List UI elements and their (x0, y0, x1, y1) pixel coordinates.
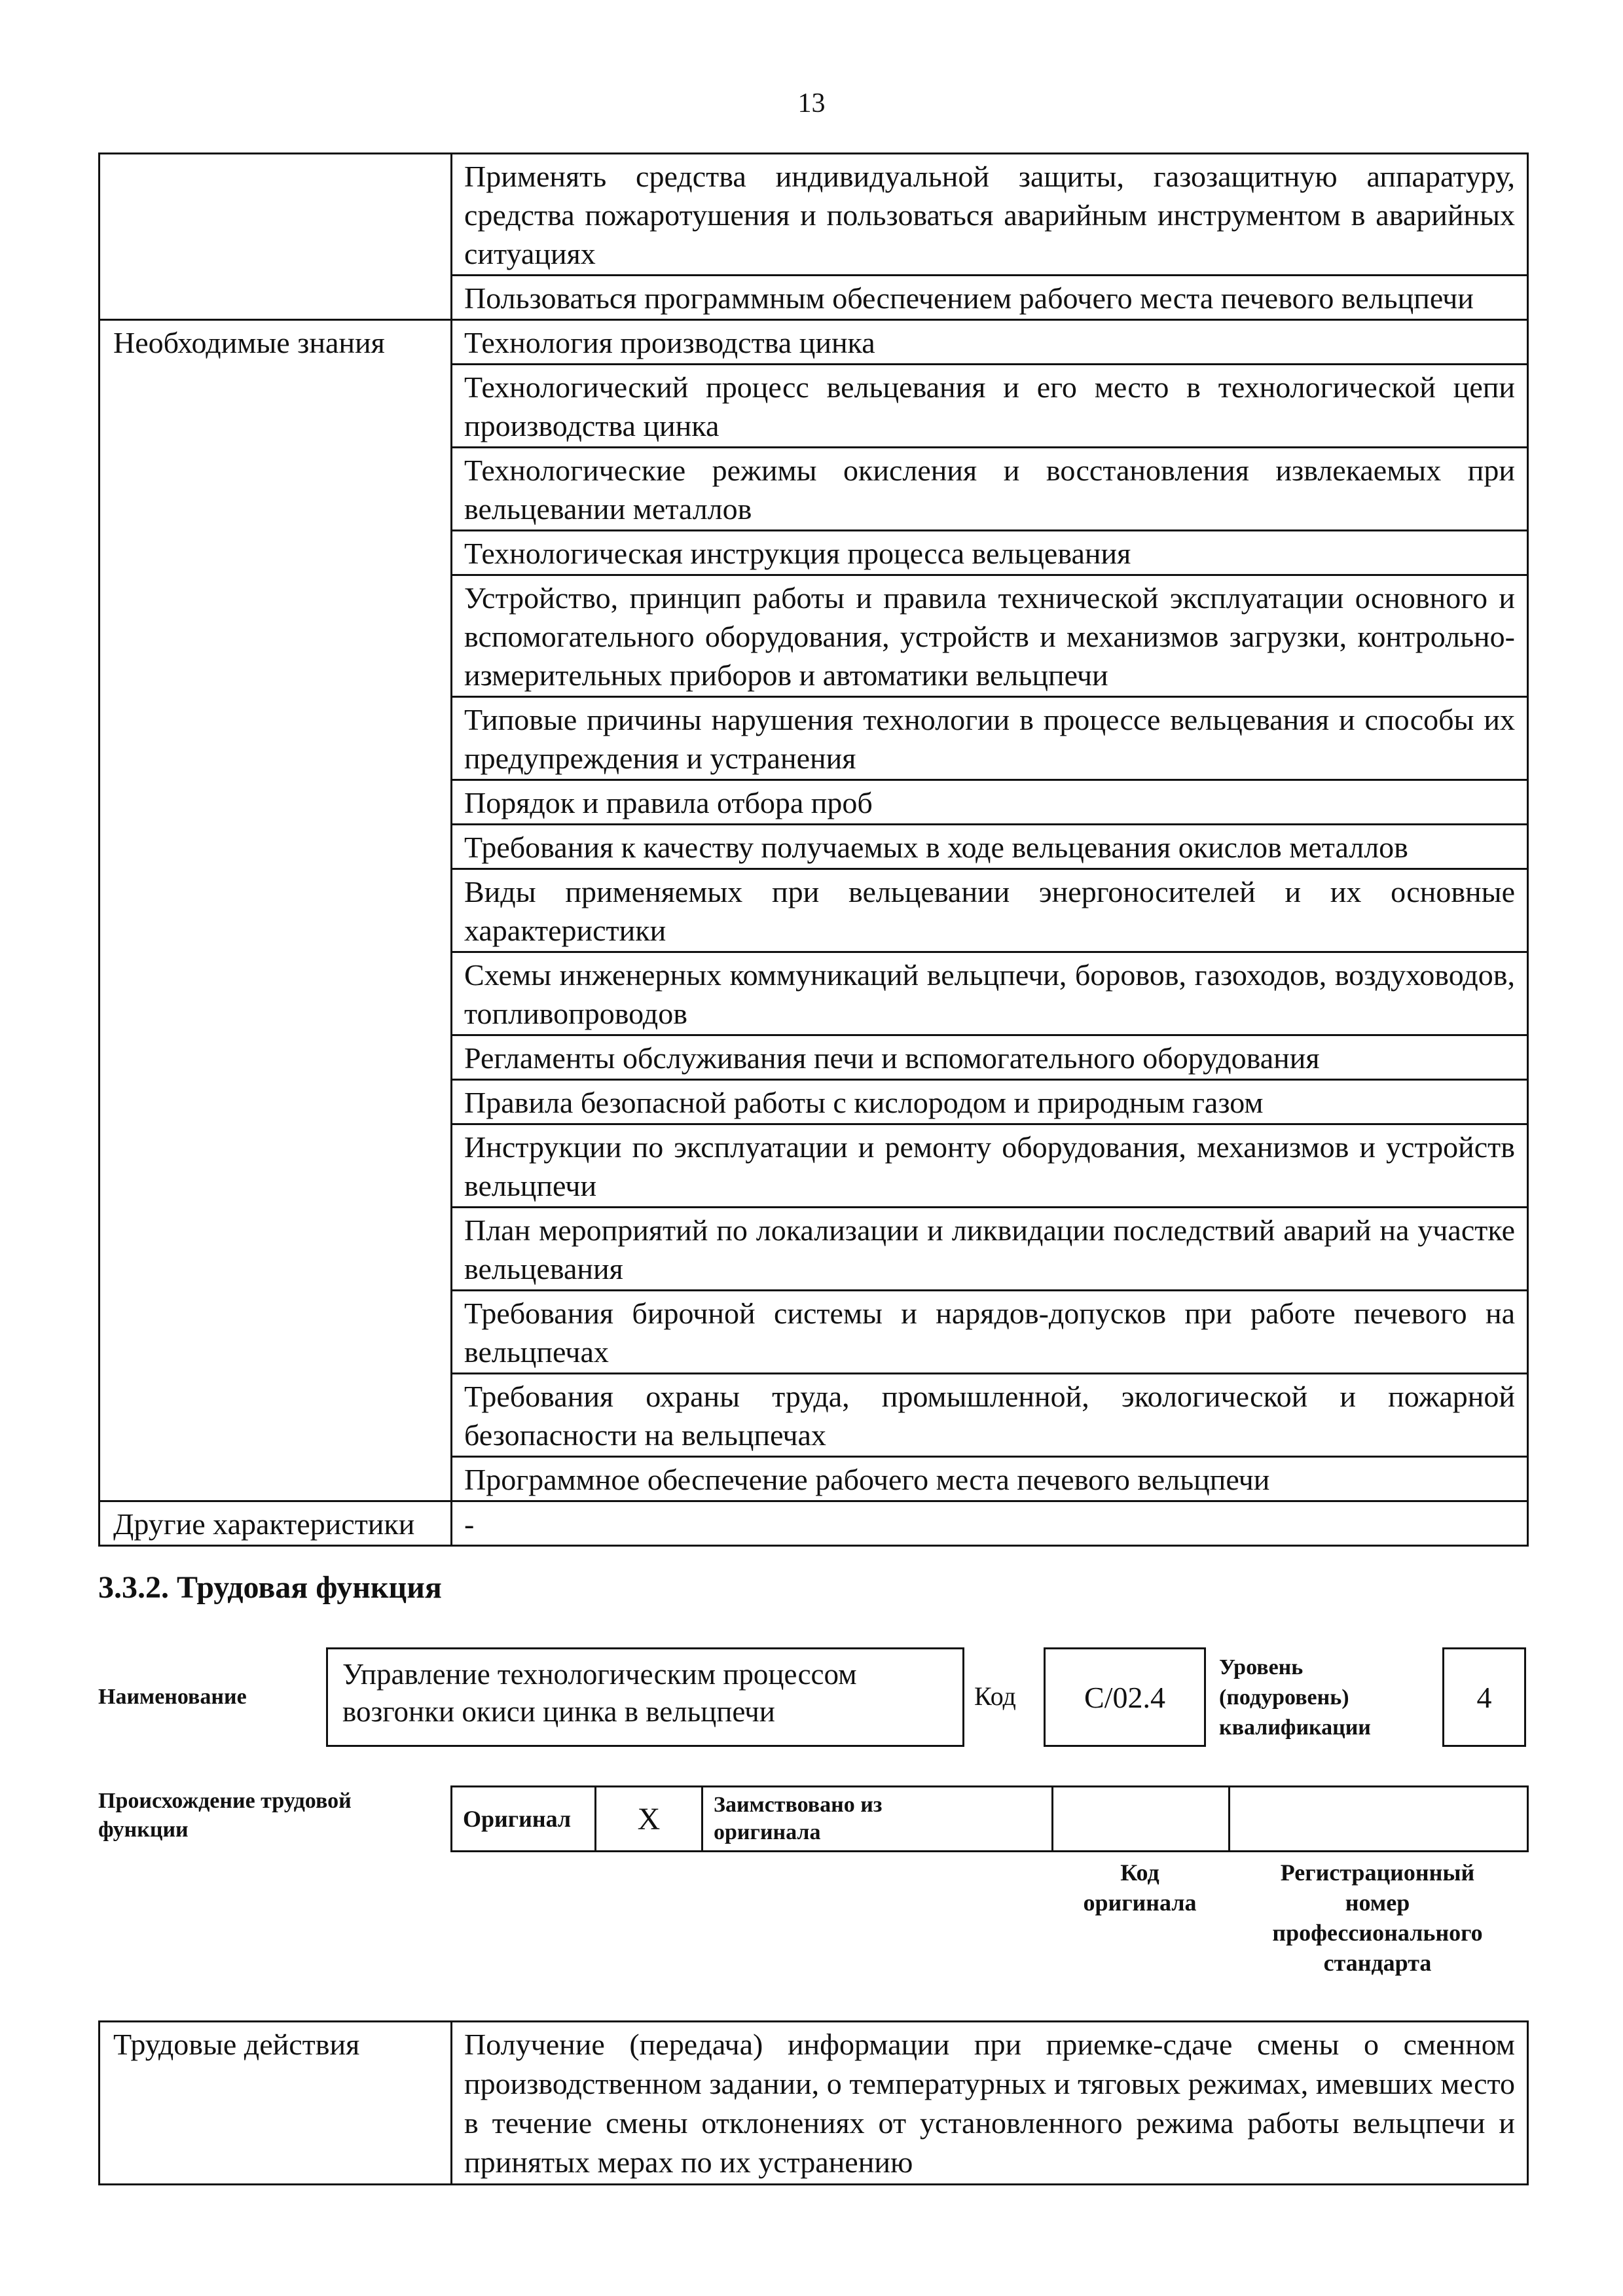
caption-line: номер (1345, 1890, 1410, 1916)
caption-line: оригинала (1083, 1890, 1197, 1916)
origin-table (450, 1785, 1529, 1852)
knowledge-item: Инструкции по эксплуатации и ремонту оборудования, механизмов и устройств вельцпечи (452, 1124, 1528, 1208)
labor-actions-table (98, 2020, 1529, 2185)
knowledge-item: Правила безопасной работы с кислородом и природным газом (452, 1080, 1528, 1124)
origin-label-line: функции (98, 1818, 189, 1842)
knowledge-item: Требования охраны труда, промышленной, экологической и пожарной безопасности на вельцпечах (452, 1374, 1528, 1457)
knowledge-item: Технологический процесс вельцевания и его место в технологической цепи производства цинка (452, 365, 1528, 448)
labor-actions-label: Трудовые действия (100, 2022, 452, 2185)
table-row (100, 2022, 1528, 2185)
origin-label-line: Происхождение трудовой (98, 1789, 352, 1813)
registration-number-cell (1230, 1787, 1528, 1852)
page-number: 13 (797, 88, 826, 118)
origin-borrowed-line: оригинала (714, 1820, 821, 1844)
section-heading: 3.3.2. Трудовая функция (98, 1570, 442, 1605)
level-label-line: квалификации (1219, 1715, 1371, 1740)
origin-borrowed-cell (702, 1787, 1053, 1852)
knowledge-item: Технологические режимы окисления и восстановления извлекаемых при вельцевании металлов (452, 448, 1528, 531)
origin-borrowed-line: Заимствовано из (714, 1793, 883, 1817)
code-box (1044, 1647, 1206, 1747)
table-row (100, 320, 1528, 365)
knowledge-item: Технологическая инструкция процесса вельцевания (452, 531, 1528, 575)
level-label-line: (подуровень) (1219, 1685, 1349, 1710)
knowledge-item: Требования бирочной системы и нарядов-допусков при работе печевого на вельцпечах (452, 1291, 1528, 1374)
skill-cell: Применять средства индивидуальной защиты, газозащитную аппаратуру, средства пожаротушения и пользоваться аварийным инструментом в аварийных ситуациях (452, 154, 1528, 276)
code-label: Код (974, 1681, 1016, 1711)
knowledge-item: Типовые причины нарушения технологии в процессе вельцевания и способы их предупреждения и устранения (452, 697, 1528, 780)
caption-line: Код (1120, 1859, 1159, 1886)
other-characteristics-value: - (452, 1501, 1528, 1546)
caption-line: стандарта (1323, 1950, 1432, 1976)
knowledge-item: Схемы инженерных коммуникаций вельцпечи, боровов, газоходов, воздуховодов, топливопроводов (452, 952, 1528, 1035)
origin-original-cell: Оригинал (452, 1787, 596, 1852)
level-value: 4 (1476, 1680, 1492, 1714)
level-box (1442, 1647, 1526, 1747)
knowledge-item: Программное обеспечение рабочего места печевого вельцпечи (452, 1457, 1528, 1501)
origin-label (98, 1787, 352, 1844)
knowledge-item: Требования к качеству получаемых в ходе вельцевания окислов металлов (452, 825, 1528, 869)
labor-action-item: Получение (передача) информации при приемке-сдаче смены о сменном производственном задании, о температурных и тяговых режимах, имевших место в течение смены отклонениях от установленного режима работы вельцпечи и принятых мерах по их устранению (452, 2022, 1528, 2185)
knowledge-item: Устройство, принцип работы и правила технической эксплуатации основного и вспомогательного оборудования, устройств и механизмов загрузки, контрольно-измерительных приборов и автоматики вельцпечи (452, 575, 1528, 697)
level-label (1219, 1653, 1371, 1743)
caption-line: Регистрационный (1280, 1859, 1475, 1886)
table-row (100, 1501, 1528, 1546)
function-name-box: Управление технологическим процессом возгонки окиси цинка в вельцпечи (326, 1647, 964, 1747)
skill-cell: Пользоваться программным обеспечением рабочего места печевого вельцпечи (452, 276, 1528, 320)
knowledge-item: План мероприятий по локализации и ликвидации последствий аварий на участке вельцевания (452, 1208, 1528, 1291)
level-label-line: Уровень (1219, 1655, 1304, 1679)
caption-registration-number (1228, 1857, 1527, 1978)
caption-line: профессионального (1272, 1920, 1483, 1946)
table-row (100, 154, 1528, 276)
origin-mark-cell: Х (596, 1787, 702, 1852)
knowledge-item: Технология производства цинка (452, 320, 1528, 365)
knowledge-table (98, 152, 1529, 1547)
name-label: Наименование (98, 1685, 247, 1709)
table-row (452, 1787, 1528, 1852)
original-code-cell (1053, 1787, 1230, 1852)
knowledge-label: Необходимые знания (100, 320, 452, 1501)
knowledge-item: Регламенты обслуживания печи и вспомогательного оборудования (452, 1035, 1528, 1080)
other-characteristics-label: Другие характеристики (100, 1501, 452, 1546)
caption-original-code (1051, 1857, 1228, 1918)
empty-label-cell (100, 154, 452, 320)
code-value: С/02.4 (1084, 1680, 1165, 1714)
knowledge-item: Виды применяемых при вельцевании энергоносителей и их основные характеристики (452, 869, 1528, 952)
knowledge-item: Порядок и правила отбора проб (452, 780, 1528, 825)
